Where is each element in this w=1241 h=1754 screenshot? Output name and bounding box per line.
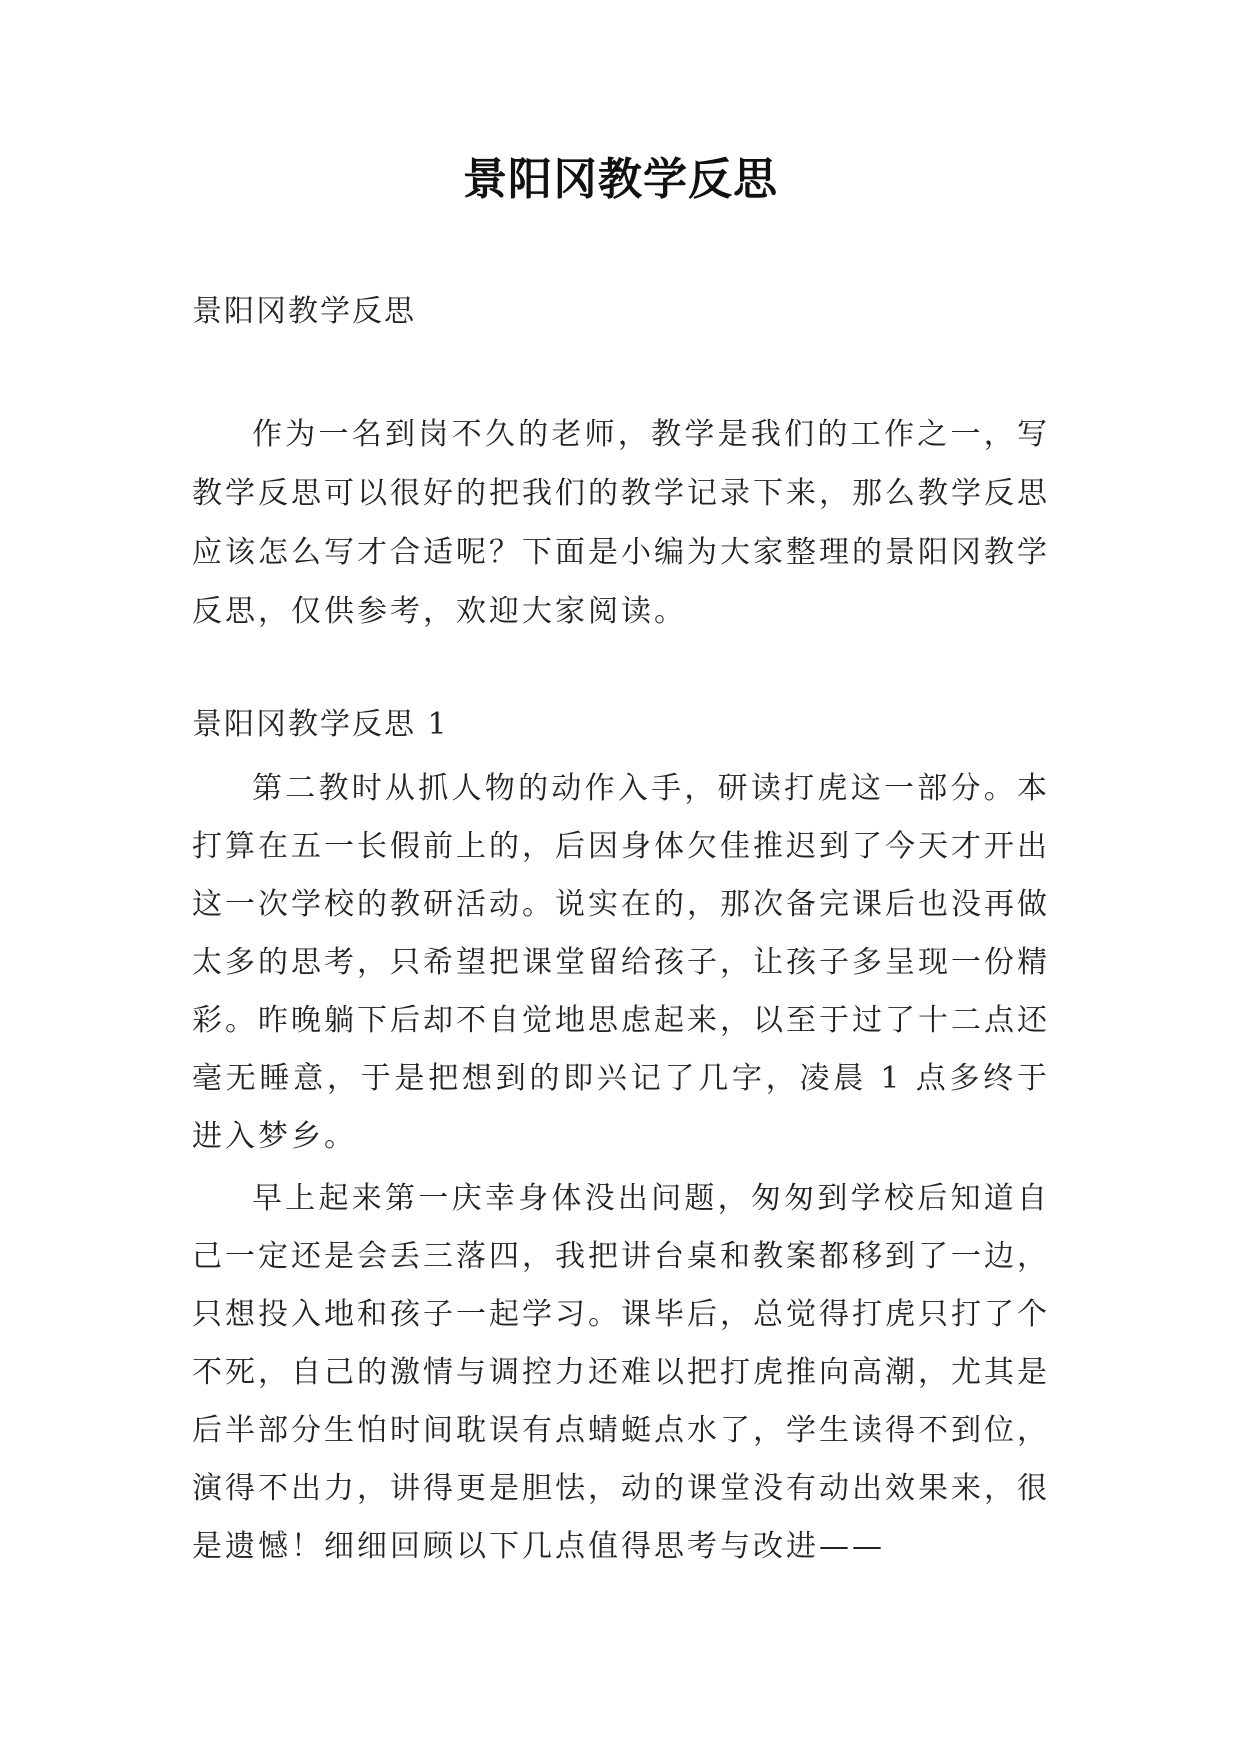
document-title: 景阳冈教学反思 bbox=[463, 154, 778, 205]
body-paragraph-2: 早上起来第一庆幸身体没出问题，匆匆到学校后知道自己一定还是会丢三落四，我把讲台桌和教案都移到了一边，只想投入地和孩子一起学习。课毕后，总觉得打虎只打了个不死，自己的激情与调控力还难以把打虎推向高潮，尤其是后半部分生怕时间耽误有点蜻蜓点水了，学生读得不到位，演得不出力，讲得更是胆怯，动的课堂没有动出效果来，很是遗憾！细细回顾以下几点值得思考与改进—— bbox=[192, 1181, 1050, 1564]
intro-paragraph: 作为一名到岗不久的老师，教学是我们的工作之一，写教学反思可以很好的把我们的教学记录下来，那么教学反思应该怎么写才合适呢？下面是小编为大家整理的景阳冈教学反思，仅供参考，欢迎大家阅读。 bbox=[192, 417, 1050, 629]
section-heading: 景阳冈教学反思 1 bbox=[192, 707, 449, 742]
document-subtitle: 景阳冈教学反思 bbox=[192, 294, 416, 329]
body-paragraph-1: 第二教时从抓人物的动作入手，研读打虎这一部分。本打算在五一长假前上的，后因身体欠佳推迟到了今天才开出这一次学校的教研活动。说实在的，那次备完课后也没再做太多的思考，只希望把课堂留给孩子，让孩子多呈现一份精彩。昨晚躺下后却不自觉地思虑起来，以至于过了十二点还毫无睡意，于是把想到的即兴记了几字，凌晨 1 点多终于进入梦乡。 bbox=[192, 771, 1050, 1154]
